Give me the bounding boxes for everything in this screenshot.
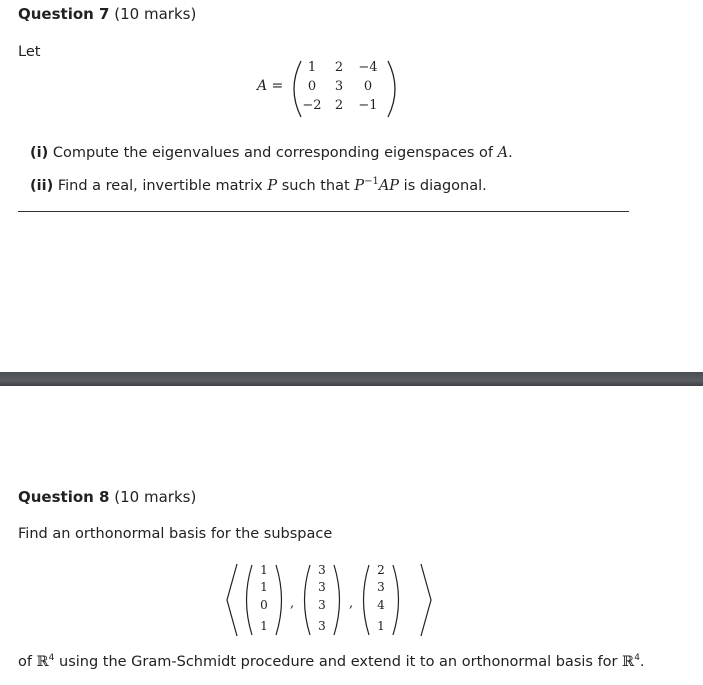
answer-divider	[18, 211, 629, 212]
part-i-label: (i)	[30, 145, 49, 161]
vector-1-entry: 0	[260, 598, 268, 612]
part-ii-text3: is diagonal.	[403, 177, 487, 194]
matrix-a-entry: 2	[334, 60, 344, 75]
page-separator	[0, 372, 703, 386]
q7-part-i: (i) Compute the eigenvalues and corresponding eigenspaces of A.	[30, 145, 513, 161]
part-i-var: A	[497, 145, 509, 161]
q7-let: Let	[18, 44, 41, 60]
vector-2-entry: 3	[318, 563, 326, 577]
vector-2-entry: 3	[318, 598, 326, 612]
q8-marks: (10 marks)	[114, 488, 197, 506]
vector-3-entry: 4	[377, 598, 385, 612]
matrix-a-entry: 0	[363, 79, 373, 94]
matrix-a-entry: 1	[307, 60, 317, 75]
vector-2-entry: 3	[318, 619, 326, 633]
reals-symbol: ℝ	[36, 653, 49, 670]
q7-heading	[18, 5, 196, 23]
part-ii-text2: such that	[281, 177, 350, 194]
matrix-a-entry: 2	[334, 98, 344, 113]
vector-3-entry: 3	[377, 580, 385, 594]
matrix-a-entry: −4	[358, 60, 378, 75]
matrix-a-entry: 3	[334, 79, 344, 94]
vector-comma-2: ,	[349, 596, 354, 611]
part-ii-text1: Find a real, invertible matrix	[57, 177, 263, 194]
vector-1-entry: 1	[260, 619, 268, 633]
part-ii-label: (ii)	[30, 177, 54, 194]
q8-label: Question 8	[18, 488, 110, 506]
q7-marks: (10 marks)	[114, 5, 197, 23]
reals-symbol-2: ℝ	[622, 653, 635, 670]
q8-heading	[18, 488, 196, 506]
matrix-a-entry: 0	[307, 79, 317, 94]
vector-3-entry: 1	[377, 619, 385, 633]
q7-part-ii: (ii) Find a real, invertible matrix P such that $P^{-1}AP$ is diagonal.	[30, 176, 487, 194]
matrix-a-entry: −2	[302, 98, 322, 113]
vector-1-entry: 1	[260, 580, 268, 594]
q7-label: Question 7	[18, 5, 110, 23]
vector-1-entry: 1	[260, 563, 268, 577]
q7-matrix-lhs: A =	[257, 78, 284, 94]
vector-comma-1: ,	[290, 596, 295, 611]
q8-outro: of ℝ$^4$ using the Gram-Schmidt procedure and extend it to an orthonormal basis for ℝ$^4$.	[18, 653, 645, 670]
vector-3-entry: 2	[377, 563, 385, 577]
part-i-text: Compute the eigenvalues and corresponding eigenspaces of	[52, 145, 494, 161]
q8-intro: Find an orthonormal basis for the subspace	[18, 526, 333, 542]
part-ii-var: P	[267, 177, 278, 194]
matrix-a-entry: −1	[358, 98, 378, 113]
vector-2-entry: 3	[318, 580, 326, 594]
